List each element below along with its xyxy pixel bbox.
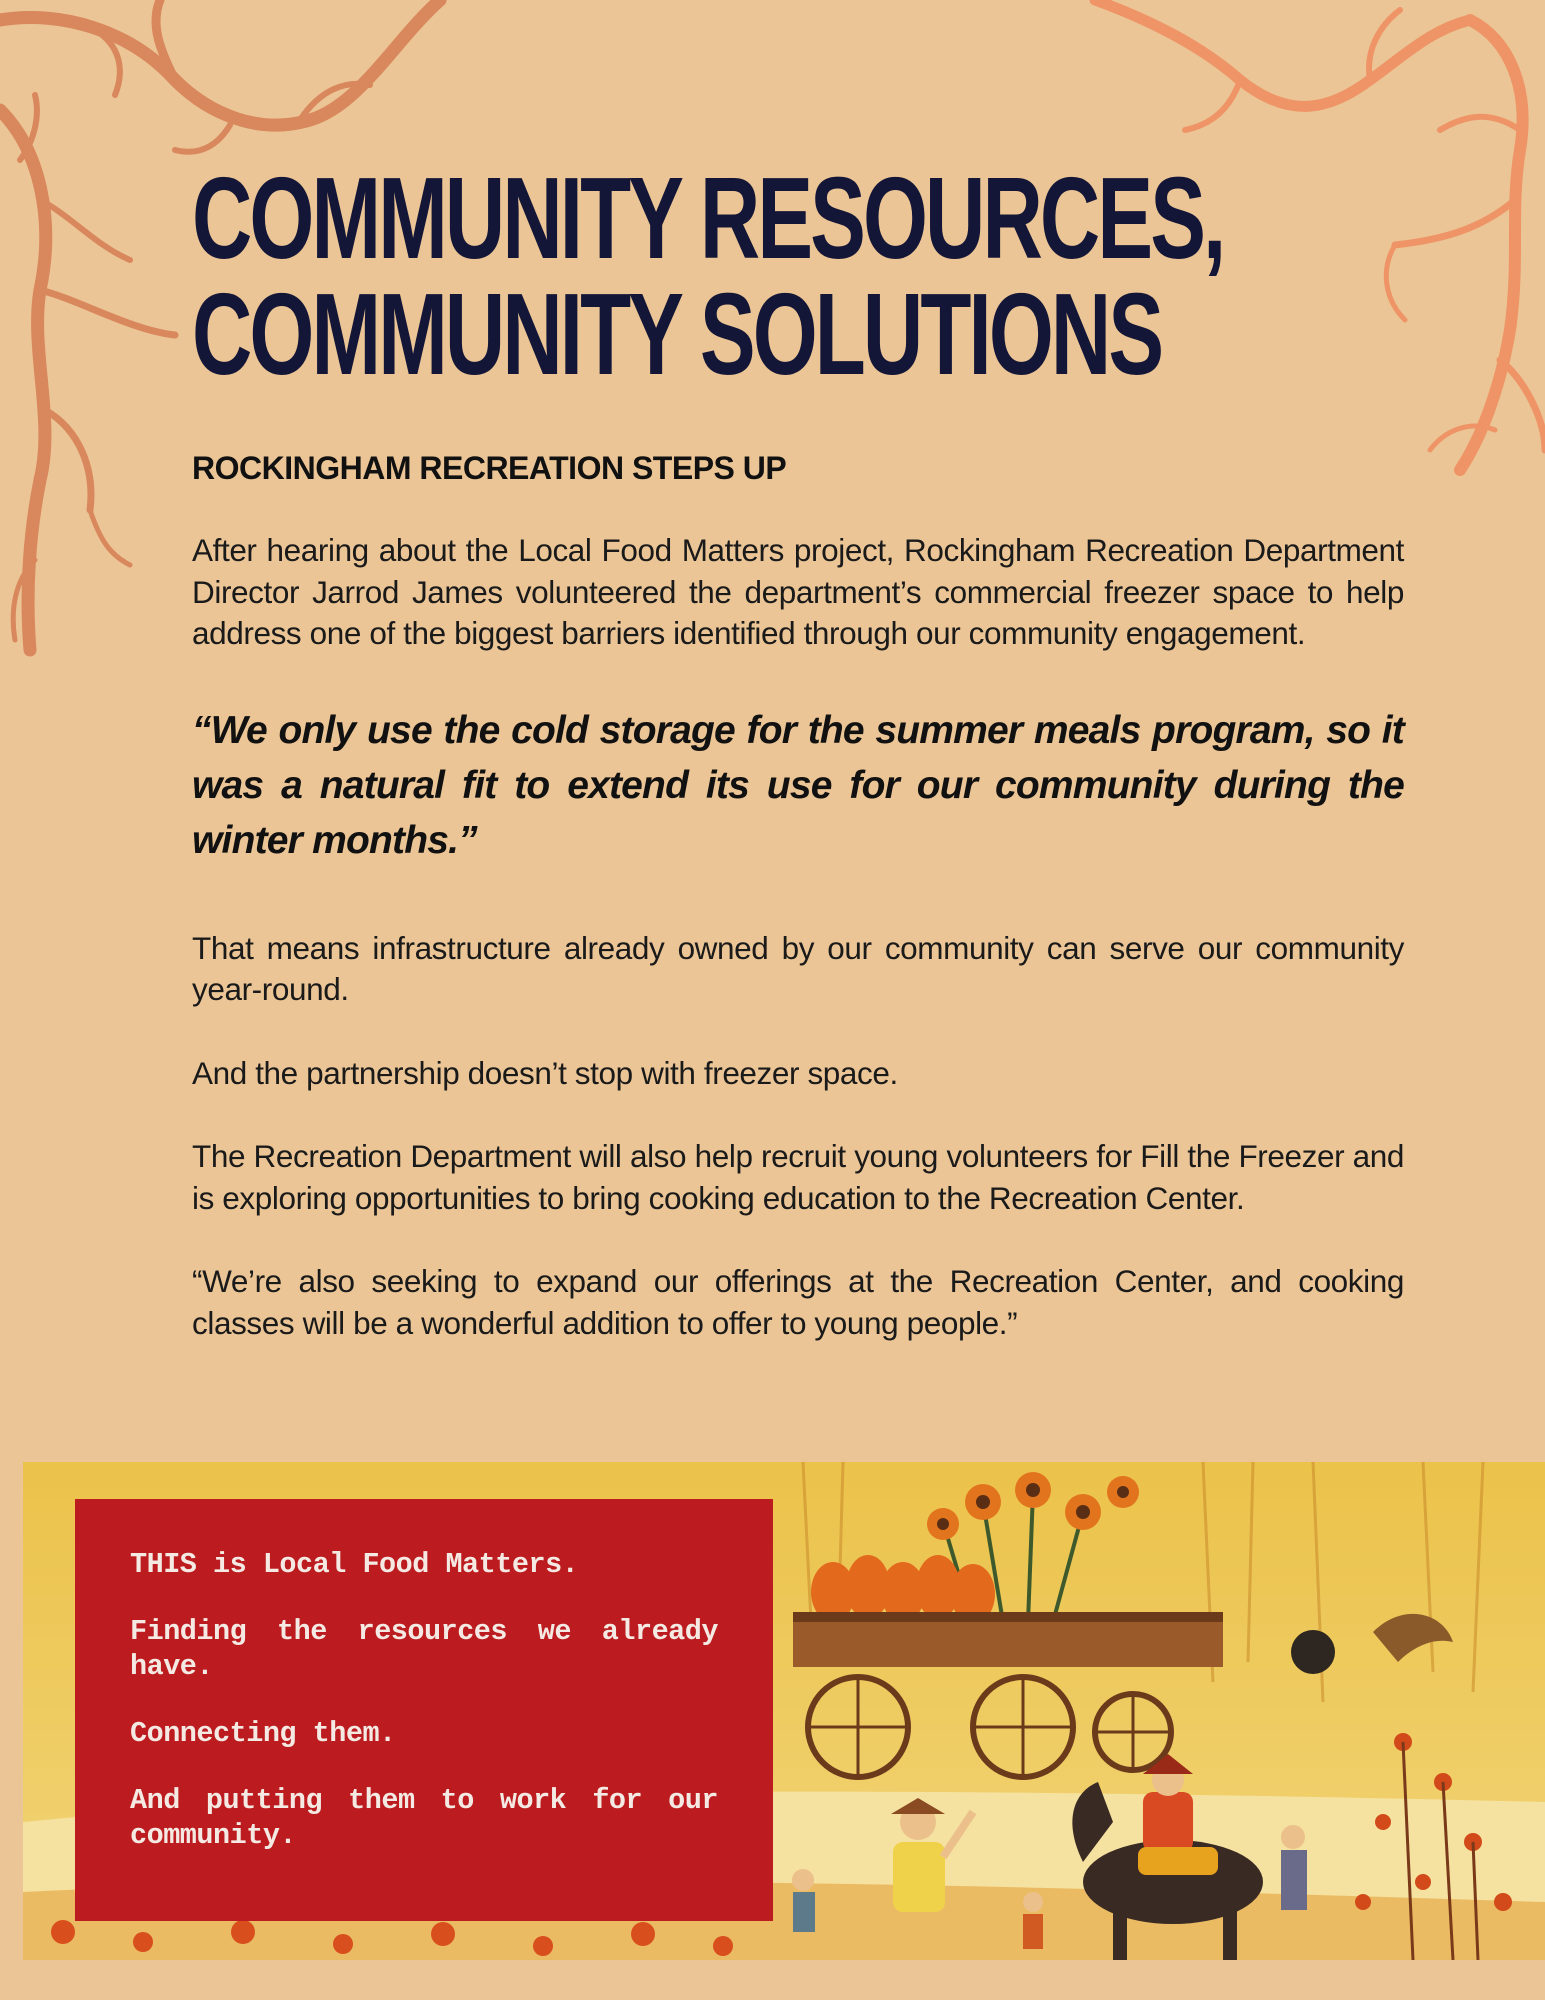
callout-line: Finding the resources we already have.	[130, 1615, 718, 1683]
callout-line: And putting them to work for our community.	[130, 1784, 718, 1852]
callout-line: Connecting them.	[130, 1717, 396, 1750]
body-paragraph: The Recreation Department will also help recruit young volunteers for Fill the Freezer and is exploring opportunities to bring cooking education to the Recreation Center.	[192, 1138, 1404, 1216]
intro-paragraph: After hearing about the Local Food Matters project, Rockingham Recreation Department Director Jarrod James volunteered the department’s commercial freezer space to help address one of the biggest barriers identified through our community engagement.	[192, 532, 1404, 651]
callout-box	[75, 1499, 773, 1921]
body-paragraph: That means infrastructure already owned by our community can serve our community year-round.	[192, 929, 1404, 1007]
title-line-1: COMMUNITY RESOURCES,	[192, 153, 1224, 283]
body-paragraph: “We’re also seeking to expand our offerings at the Recreation Center, and cooking classes will be a wonderful addition to offer to young people.”	[192, 1263, 1404, 1341]
callout-line: THIS is Local Food Matters.	[130, 1548, 579, 1581]
title-line-2: COMMUNITY SOLUTIONS	[192, 269, 1162, 399]
article-subheading: ROCKINGHAM RECREATION STEPS UP	[192, 450, 787, 486]
body-paragraph: And the partnership doesn’t stop with freezer space.	[192, 1054, 898, 1091]
page-title	[192, 153, 1224, 399]
article-body	[192, 530, 1404, 1344]
pull-quote: “We only use the cold storage for the summer meals program, so it was a natural fit to extend its use for our community during the winter months.”	[192, 708, 1404, 862]
